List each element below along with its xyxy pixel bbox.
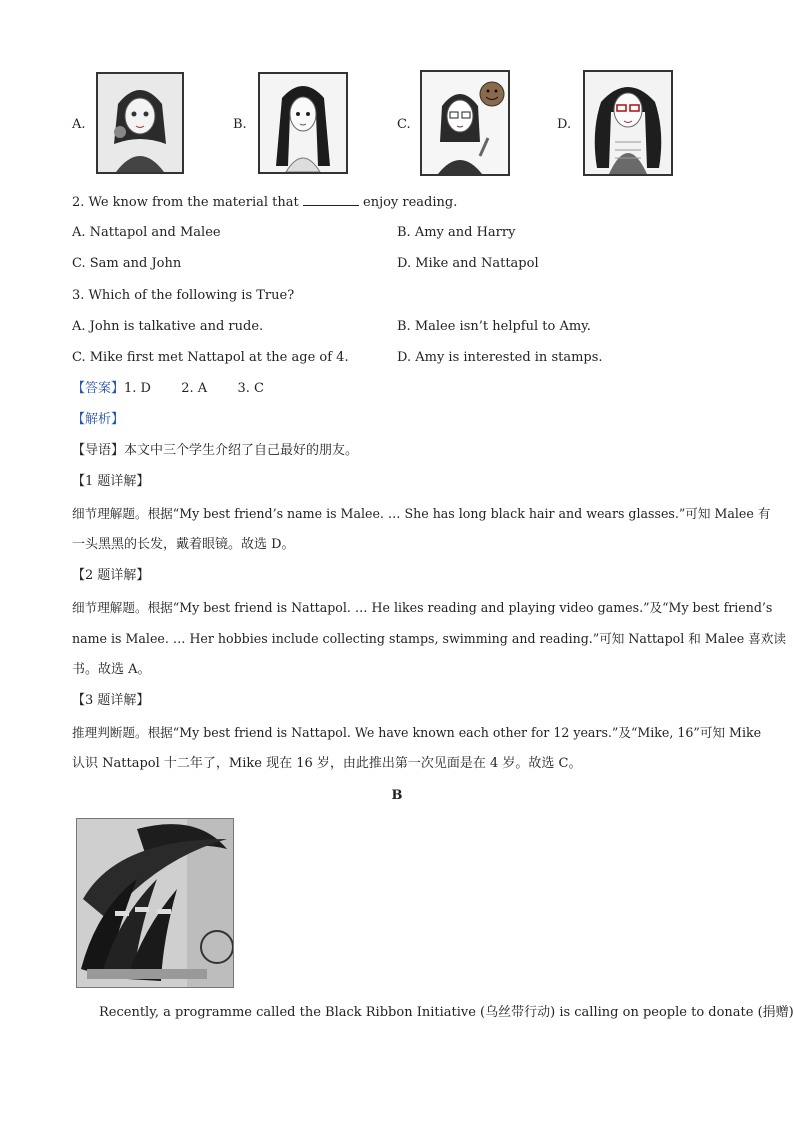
answer-tag: 【答案】 <box>72 381 125 396</box>
passage-b-first-line: Recently, a programme called the Black Ribbon Initiative (乌丝带行动) is calling on people to donate (捐赠) <box>99 1005 794 1020</box>
detail-3-title: 【3 题详解】 <box>72 693 150 708</box>
answer-line <box>72 380 264 398</box>
answer-2: 2. A <box>181 381 208 396</box>
detail-2-line-2: name is Malee. … Her hobbies include collecting stamps, swimming and reading.”可知 Nattapol 和 Malee 喜欢读 <box>72 631 786 646</box>
girl-with-glasses-and-smiley-portrait-icon <box>420 70 510 176</box>
detail-1-line-1: 细节理解题。根据“My best friend’s name is Malee. … She has long black hair and wears glasses.”可知 Malee 有 <box>72 506 771 521</box>
option-d-letter: D. <box>557 117 572 132</box>
hair-bundles-photo-icon <box>76 818 234 988</box>
q3-option-c: C. Mike first met Nattapol at the age of 4. <box>72 350 349 365</box>
q3-option-b: B. Malee isn’t helpful to Amy. <box>397 319 591 334</box>
q2-stem-after: enjoy reading. <box>363 195 458 210</box>
option-c-letter: C. <box>397 117 411 132</box>
girl-long-wavy-hair-glasses-portrait-icon <box>583 70 673 176</box>
q2-option-a: A. Nattapol and Malee <box>72 225 221 240</box>
section-heading: B <box>391 788 403 803</box>
detail-2-line-3: 书。故选 A。 <box>72 662 151 677</box>
q2-stem-before: 2. We know from the material that <box>72 195 299 210</box>
answer-3: 3. C <box>237 381 264 396</box>
detail-1-line-2: 一头黑黑的长发，戴着眼镜。故选 D。 <box>72 537 295 552</box>
girl-with-flower-portrait-icon <box>96 72 184 174</box>
guide-text: 【导语】本文中三个学生介绍了自己最好的朋友。 <box>72 443 359 458</box>
answer-blank <box>303 193 359 206</box>
answer-1: 1. D <box>124 381 151 396</box>
q2-option-c: C. Sam and John <box>72 256 182 271</box>
girl-long-straight-hair-portrait-icon <box>258 72 348 174</box>
detail-1-title: 【1 题详解】 <box>72 474 150 489</box>
q3-option-d: D. Amy is interested in stamps. <box>397 350 603 365</box>
q2-stem <box>72 193 457 212</box>
detail-2-title: 【2 题详解】 <box>72 568 150 583</box>
detail-3-line-2: 认识 Nattapol 十二年了，Mike 现在 16 岁，由此推出第一次见面是在 4 岁。故选 C。 <box>72 756 582 771</box>
option-b-letter: B. <box>233 117 247 132</box>
detail-2-line-1: 细节理解题。根据“My best friend is Nattapol. … He likes reading and playing video games.”及“My best friend’s <box>72 600 773 615</box>
detail-3-line-1: 推理判断题。根据“My best friend is Nattapol. We have known each other for 12 years.”及“Mike, 16”可知 Mike <box>72 725 762 740</box>
q2-option-d: D. Mike and Nattapol <box>397 256 539 271</box>
q3-stem: 3. Which of the following is True? <box>72 288 295 303</box>
analysis-tag: 【解析】 <box>72 412 125 427</box>
option-a-letter: A. <box>72 117 86 132</box>
q3-option-a: A. John is talkative and rude. <box>72 319 264 334</box>
q2-option-b: B. Amy and Harry <box>397 225 516 240</box>
